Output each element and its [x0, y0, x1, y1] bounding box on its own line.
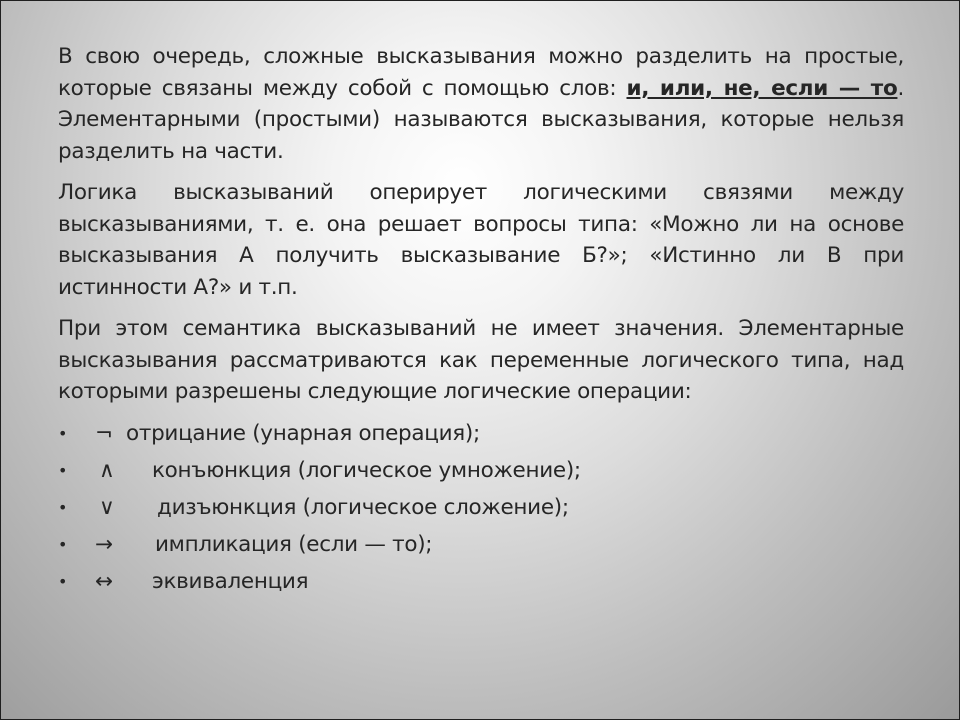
- list-item-label: конъюнкция (логическое умножение);: [152, 457, 581, 483]
- paragraph-compound-statements: [58, 41, 904, 167]
- equivalence-symbol: ↔: [95, 568, 113, 594]
- list-item-disjunction: [58, 492, 904, 529]
- list-item-label: дизъюнкция (логическое сложение);: [157, 494, 569, 520]
- list-item-label: отрицание (унарная операция);: [126, 420, 480, 446]
- list-item-implication: [58, 529, 904, 566]
- paragraph1-text-end: . Элементарными (простыми) называются высказывания, которые нельзя разделить на части.: [58, 75, 904, 164]
- logical-operations-list: [58, 418, 904, 603]
- negation-symbol: ¬: [95, 420, 113, 446]
- list-item-label: импликация (если — то);: [155, 531, 433, 557]
- list-item-equivalence: [58, 566, 904, 603]
- paragraph1-text-start: В свою очередь, сложные высказывания можно разделить на простые, которые связаны между собой с помощью слов:: [58, 44, 904, 101]
- conjunction-symbol: ∧: [99, 457, 115, 483]
- logical-connectives: и, или, не, если — то: [626, 75, 898, 101]
- bullet-icon: •: [58, 534, 68, 554]
- bullet-icon: •: [58, 423, 68, 443]
- paragraph-propositional-logic: Логика высказываний оперирует логическими связями между высказываниями, т. е. она решает вопросы типа: «Можно ли на основе высказывания А получить высказывание Б?»; «Истинно ли В при истинности А?» и т.п.: [58, 180, 904, 300]
- bullet-icon: •: [58, 497, 68, 517]
- bullet-icon: •: [58, 460, 68, 480]
- bullet-icon: •: [58, 571, 68, 591]
- slide-content: [58, 41, 904, 603]
- paragraph-semantics: При этом семантика высказываний не имеет значения. Элементарные высказывания рассматриваются как переменные логического типа, над которыми разрешены следующие логические операции:: [58, 316, 904, 404]
- list-item-negation: [58, 418, 904, 455]
- list-item-conjunction: [58, 455, 904, 492]
- disjunction-symbol: ∨: [99, 494, 115, 520]
- implication-symbol: →: [95, 531, 113, 557]
- list-item-label: эквиваленция: [152, 568, 309, 594]
